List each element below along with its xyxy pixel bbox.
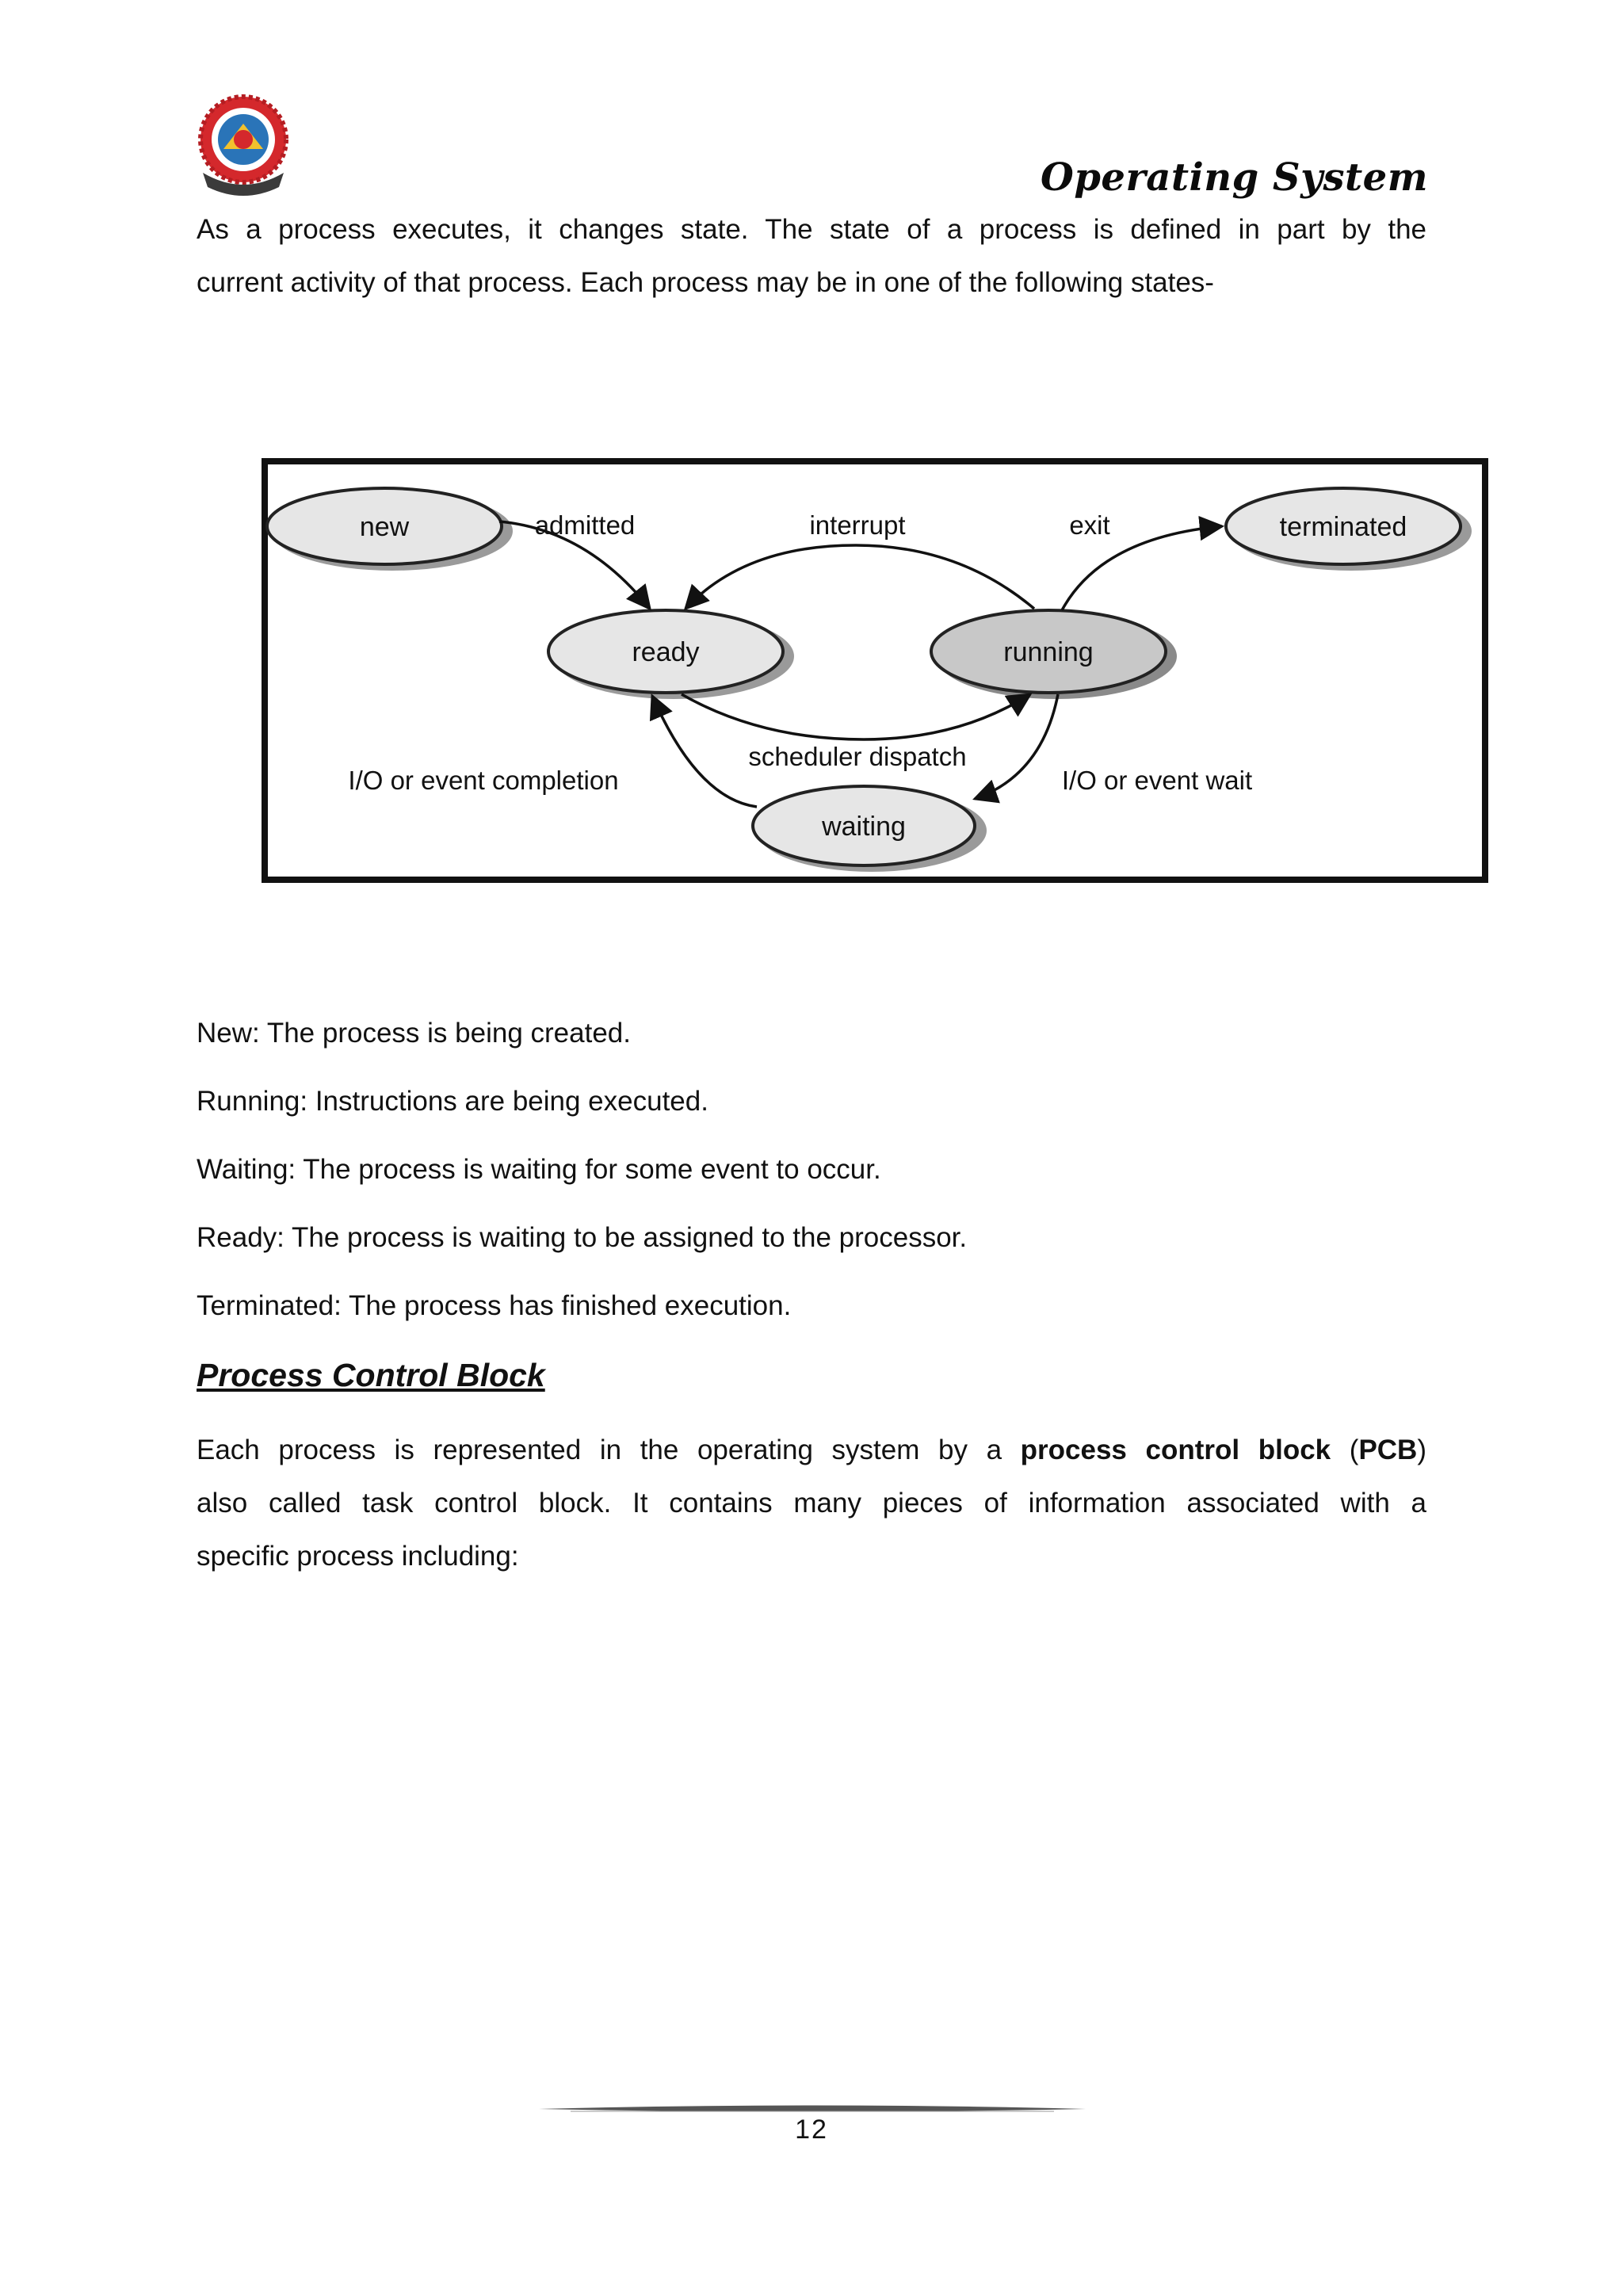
- edge-exit-label: exit: [1069, 510, 1110, 540]
- node-ready-label: ready: [632, 637, 700, 667]
- edge-io-completion-label: I/O or event completion: [348, 766, 619, 795]
- pcb-line-1-pre: Each process is represented in the operating system by a: [197, 1435, 1021, 1465]
- state-terminated: Terminated: The process has finished execution.: [197, 1290, 792, 1321]
- intro-line-1: As a process executes, it changes state. The state of a process is defined in part by the: [197, 214, 1426, 245]
- state-ready: Ready: The process is waiting to be assigned to the processor.: [197, 1222, 968, 1253]
- state-waiting: Waiting: The process is waiting for some event to occur.: [197, 1154, 881, 1185]
- institution-seal-icon: [195, 94, 292, 198]
- pcb-line-1-close: ): [1417, 1435, 1426, 1465]
- intro-paragraph: [197, 203, 1426, 309]
- edge-interrupt-label: interrupt: [809, 510, 906, 540]
- edge-scheduler-dispatch-label: scheduler dispatch: [748, 742, 967, 771]
- edge-io-wait-label: I/O or event wait: [1061, 766, 1253, 795]
- process-state-diagram: [262, 458, 1488, 883]
- pcb-line-1-post: (: [1331, 1435, 1359, 1465]
- node-running-label: running: [1003, 637, 1094, 667]
- pcb-term: process control block: [1020, 1435, 1331, 1465]
- node-terminated-label: terminated: [1279, 512, 1407, 542]
- pcb-line-3: specific process including:: [197, 1541, 519, 1572]
- state-new: New: The process is being created.: [197, 1018, 631, 1049]
- pcb-line-1: [197, 1423, 1426, 1477]
- pcb-line-2: also called task control block. It contains many pieces of information associated with a: [197, 1488, 1426, 1519]
- intro-line-2: current activity of that process. Each process may be in one of the following states-: [197, 267, 1214, 298]
- pcb-paragraph: [197, 1423, 1426, 1583]
- node-waiting-label: waiting: [822, 812, 906, 842]
- pcb-abbreviation: PCB: [1358, 1435, 1418, 1465]
- state-running: Running: Instructions are being executed.: [197, 1086, 708, 1117]
- node-new-label: new: [359, 512, 410, 542]
- header-title: Operating System: [1041, 155, 1428, 200]
- page-number: 12: [795, 2115, 828, 2145]
- section-heading-pcb: Process Control Block: [197, 1357, 545, 1393]
- edge-admitted-label: admitted: [534, 510, 636, 540]
